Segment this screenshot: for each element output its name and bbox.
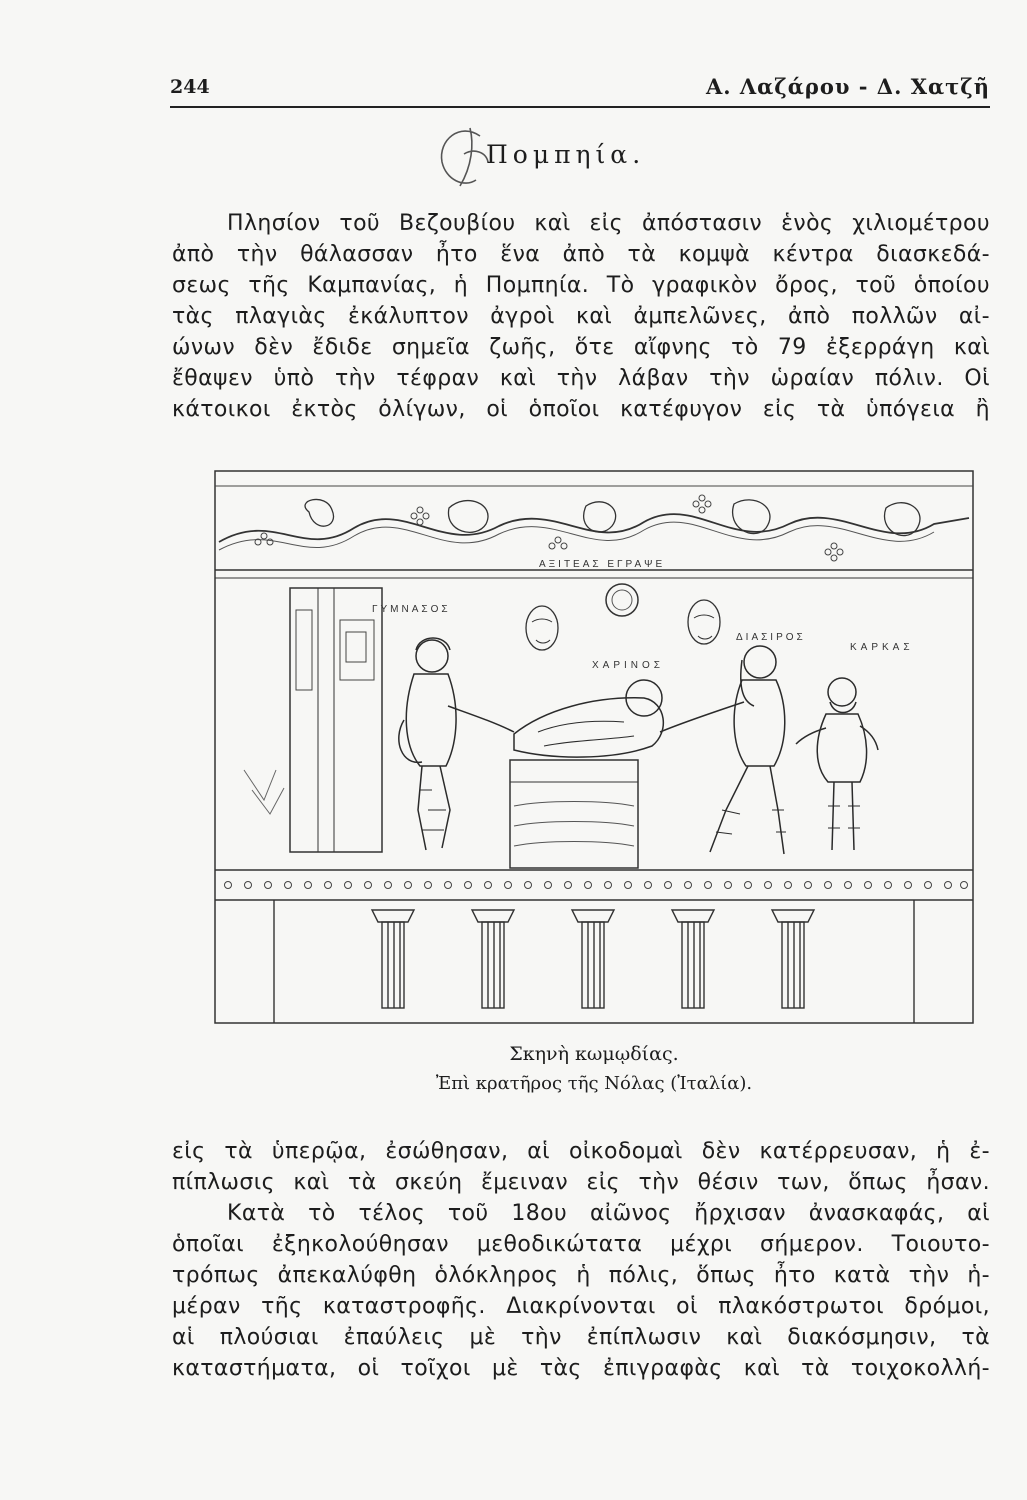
text-line: Κατὰ τὸ τέλος τοῦ 18ου αἰῶνος ἤρχισαν ἀνασκαφάς, αἱ [227, 1201, 990, 1226]
text-line: τὰς πλαγιὰς ἐκάλυπτον ἀγροὶ καὶ ἀμπελῶνες, ἀπὸ πολλῶν αἰ- [172, 304, 990, 329]
text-line: πίπλωσις καὶ τὰ σκεύη ἔμειναν εἰς τὴν θέσιν των, ὅπως ἦσαν. [172, 1170, 990, 1195]
comedy-scene-illustration [214, 470, 974, 1025]
paragraph-1 [172, 208, 990, 425]
page-header [170, 70, 990, 108]
text-line: τρόπως ἀπεκαλύφθη ὁλόκληρος ἡ πόλις, ὅπως ἦτο κατὰ τὴν ἡ- [172, 1263, 990, 1288]
inscription-top-band: ΑΞΙΤΕΑΣ ΕΓΡΑΨΕ [539, 559, 666, 570]
paragraph-2 [172, 1136, 990, 1384]
text-line: κάτοικοι ἐκτὸς ὀλίγων, οἱ ὁποῖοι κατέφυγον εἰς τὰ ὑπόγεια ἢ [172, 397, 990, 422]
text-line: ἀπὸ τὴν θάλασσαν ἦτο ἕνα ἀπὸ τὰ κομψὰ κέντρα διασκεδά- [172, 242, 990, 267]
text-line: Πλησίον τοῦ Βεζουβίου καὶ εἰς ἀπόστασιν ἑνὸς χιλιομέτρου [227, 211, 990, 236]
text-line: ἔθαψεν ὑπὸ τὴν τέφραν καὶ τὴν λάβαν τὴν ὡραίαν πόλιν. Οἱ [172, 366, 990, 391]
inscription-karkas: ΚΑΡΚΑΣ [850, 642, 914, 653]
inscription-gymnasos: ΓΥΜΝΑΣΟΣ [372, 604, 451, 615]
section-title: Πομπηία. [486, 140, 646, 169]
text-line: μέραν τῆς καταστροφῆς. Διακρίνονται οἱ πλακόστρωτοι δρόμοι, [172, 1294, 990, 1319]
running-head: Α. Λαζάρου - Δ. Χατζῆ [705, 74, 990, 99]
text-line: ὁποῖαι ἐξηκολούθησαν μεθοδικώτατα μέχρι σήμερον. Τοιουτο- [172, 1232, 990, 1257]
inscription-charinos: ΧΑΡΙΝΟΣ [592, 660, 664, 671]
inscription-diasiros: ΔΙΑΣΙΡΟΣ [736, 632, 806, 643]
text-line: καταστήματα, οἱ τοῖχοι μὲ τὰς ἐπιγραφὰς καὶ τὰ τοιχοκολλή- [172, 1356, 990, 1381]
figure-caption-title: Σκηνὴ κωμῳδίας. [509, 1043, 679, 1065]
figure-caption-source: Ἐπὶ κρατῆρος τῆς Νόλας (Ἰταλία). [435, 1073, 753, 1094]
text-line: αἱ πλούσιαι ἐπαύλεις μὲ τὴν ἐπίπλωσιν καὶ διακόσμησιν, τὰ [172, 1325, 990, 1350]
text-line: σεως τῆς Καμπανίας, ἡ Πομπηία. Τὸ γραφικὸν ὄρος, τοῦ ὁποίου [172, 273, 990, 298]
page-number: 244 [170, 76, 210, 98]
text-line: εἰς τὰ ὑπερῷα, ἐσώθησαν, αἱ οἰκοδομαὶ δὲν κατέρρευσαν, ἡ ἐ- [172, 1139, 990, 1164]
text-line: ώνων δὲν ἔδιδε σημεῖα ζωῆς, ὅτε αἴφνης τὸ 79 ἐξερράγη καὶ [172, 335, 990, 360]
